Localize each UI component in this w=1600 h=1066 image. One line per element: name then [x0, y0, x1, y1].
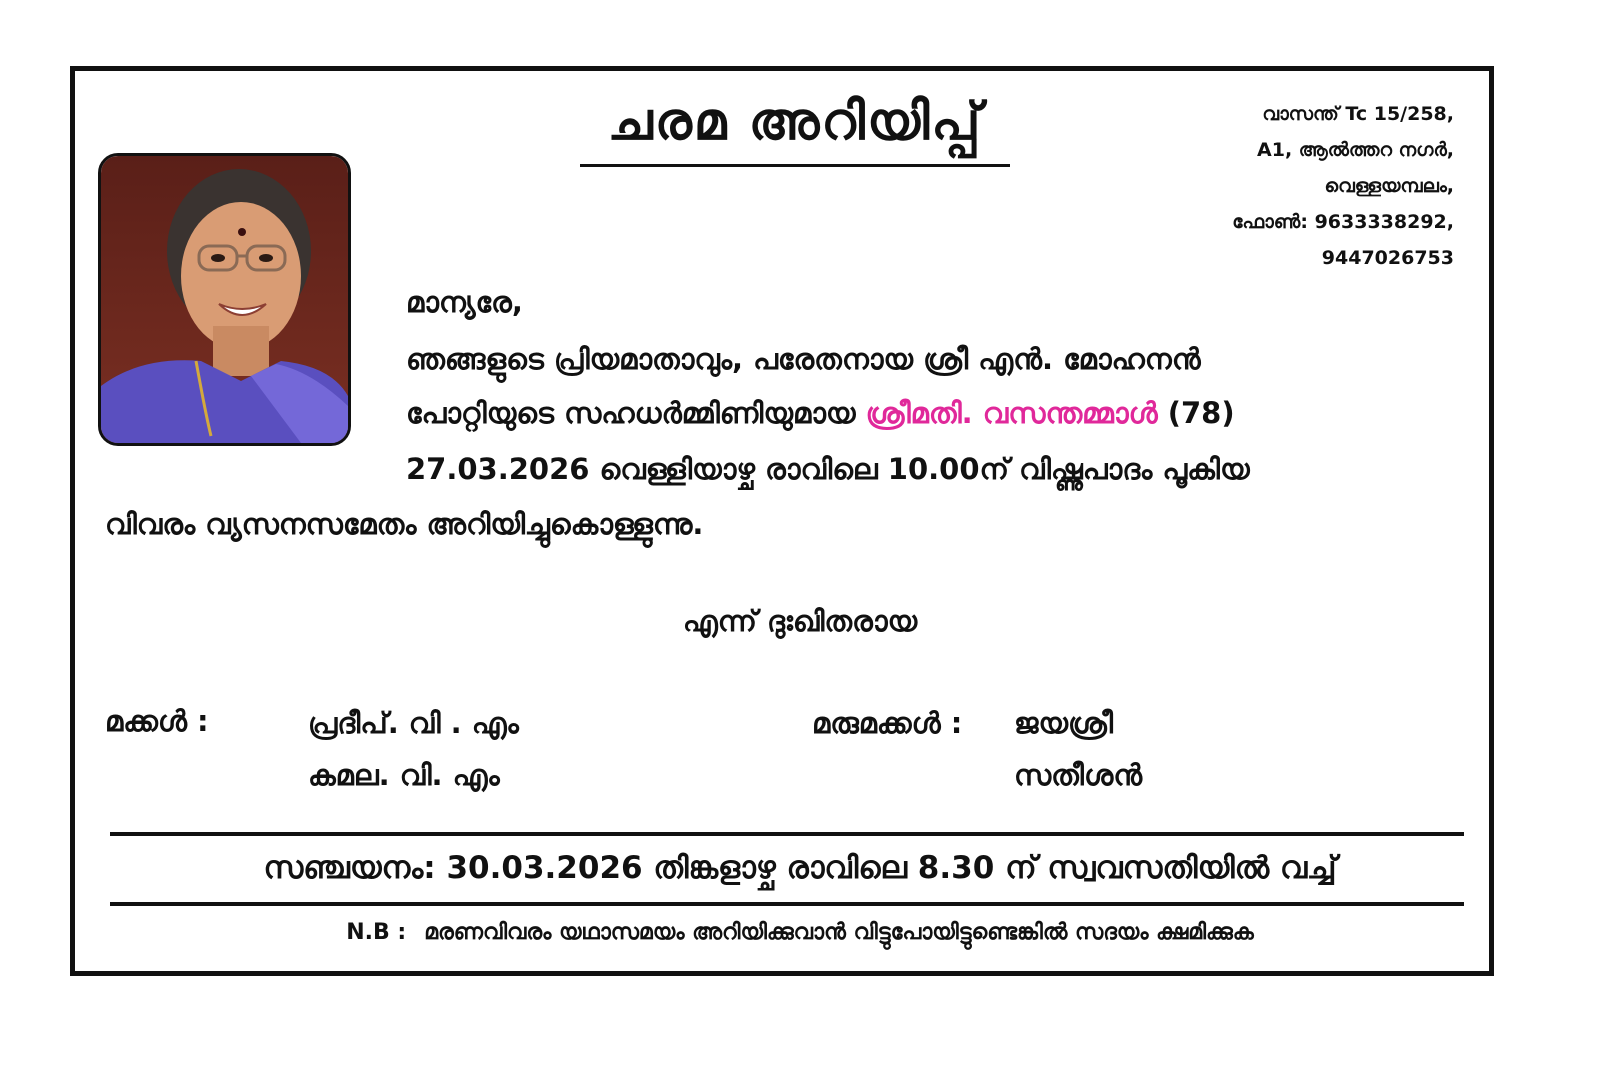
in-laws-label: മരുമക്കൾ :	[812, 706, 963, 740]
body-line-2-prefix: പോറ്റിയുടെ സഹധർമ്മിണിയുമായ	[406, 396, 866, 430]
greeting: മാന്യരേ,	[406, 285, 523, 319]
title-underline	[580, 164, 1010, 167]
funeral-details: സഞ്ചയനം: 30.03.2026 തിങ്കളാഴ്ച രാവിലെ 8.30 ന് സ്വവസതിയിൽ വച്ച്	[263, 850, 1337, 886]
phone-line: 9447026753	[1321, 247, 1454, 269]
in-law-name: ജയശ്രീ	[1014, 706, 1114, 740]
nb-note	[0, 920, 1600, 945]
portrait-photo	[98, 153, 351, 446]
body-line-1: ഞങ്ങളുടെ പ്രിയമാതാവും, പരേതനായ ശ്രീ എൻ. മോഹനൻ	[406, 342, 1201, 376]
notice-title: ചരമ അറിയിപ്പ്	[607, 92, 983, 152]
address-line: A1, ആൽത്തറ നഗർ,	[1257, 139, 1454, 161]
body-line-3: 27.03.2026 വെള്ളിയാഴ്ച രാവിലെ 10.00ന് വിഷ്ണുപാദം പൂകിയ	[406, 452, 1250, 486]
address-line: വാസന്ത് Tc 15/258,	[1262, 103, 1454, 125]
deceased-age: (78)	[1157, 396, 1235, 430]
address-block	[1232, 96, 1454, 276]
divider-bottom	[110, 902, 1464, 906]
body-line-4: വിവരം വ്യസനസമേതം അറിയിച്ചുകൊള്ളുന്നു.	[105, 507, 704, 541]
child-name: കമല. വി. എം	[308, 758, 500, 792]
children-label: മക്കൾ :	[105, 704, 209, 738]
phone-line: ഫോൺ: 9633338292,	[1232, 211, 1454, 233]
in-law-name: സതീശൻ	[1014, 758, 1143, 792]
child-name: പ്രദീപ്. വി . എം	[308, 706, 519, 740]
deceased-name: ശ്രീമതി. വസന്തമ്മാൾ	[865, 396, 1158, 430]
address-line: വെള്ളയമ്പലം,	[1324, 175, 1454, 197]
nb-tag: N.B :	[346, 920, 407, 945]
body-line-2	[406, 396, 1235, 431]
signoff: എന്ന് ദുഃഖിതരായ	[682, 604, 918, 638]
nb-text: മരണവിവരം യഥാസമയം അറിയിക്കുവാൻ വിട്ടുപോയിട്ടുണ്ടെങ്കിൽ സദയം ക്ഷമിക്കുക	[424, 920, 1254, 945]
divider-top	[110, 832, 1464, 836]
